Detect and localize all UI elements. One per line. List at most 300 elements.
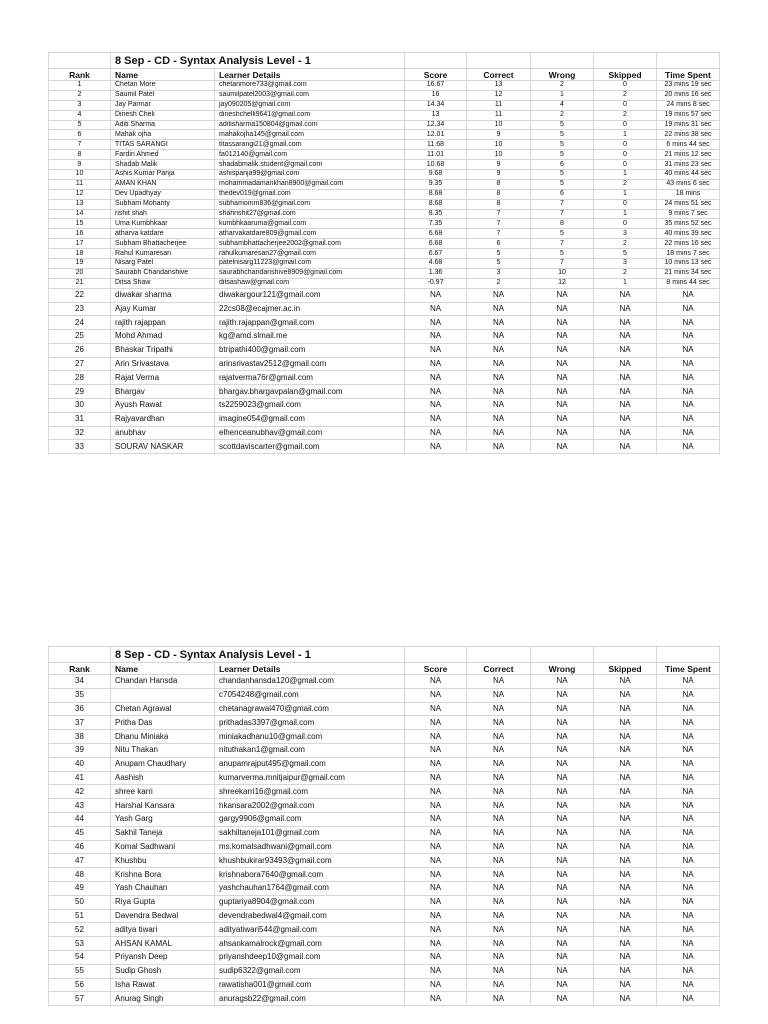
table-row [49,812,720,826]
name-cell: Ditsa Shaw [111,278,215,288]
skipped-cell: NA [594,316,657,330]
time-cell: NA [657,868,720,882]
name-cell: Pritha Das [111,716,215,730]
column-header: Time Spent [657,69,720,81]
name-cell: Davendra Bedwal [111,909,215,923]
score-cell: NA [405,978,467,992]
email-cell: ahsankamalrock@gmail.com [215,937,405,951]
name-cell: Anupam Chaudhary [111,757,215,771]
rank-cell: 6 [49,130,111,140]
name-cell: Krishna Bora [111,868,215,882]
table-row [49,150,720,160]
rank-cell: 5 [49,120,111,130]
email-cell: bhargav.bhargavpalan@gmail.com [215,385,405,399]
skipped-cell: NA [594,385,657,399]
skipped-cell: 2 [594,179,657,189]
table-row [49,199,720,209]
rank-cell: 23 [49,302,111,316]
time-cell: NA [657,909,720,923]
score-cell: NA [405,771,467,785]
leaderboard-table-page-1 [48,52,720,454]
email-cell: rawatisha001@gmail.com [215,978,405,992]
email-cell: atharvakatdare809@gmail.com [215,229,405,239]
correct-cell: 8 [467,179,531,189]
correct-cell: NA [467,992,531,1006]
score-cell: NA [405,757,467,771]
name-cell: Subham Mohanty [111,199,215,209]
wrong-cell: NA [531,978,594,992]
table-row [49,278,720,288]
table-row [49,343,720,357]
skipped-cell: NA [594,826,657,840]
rank-cell: 14 [49,209,111,219]
table-row [49,371,720,385]
table-row [49,854,720,868]
wrong-cell: NA [531,826,594,840]
wrong-cell: NA [531,992,594,1006]
rank-cell: 20 [49,268,111,278]
time-cell: NA [657,771,720,785]
correct-cell: 13 [467,81,531,91]
email-cell: kg@amd.slmail.me [215,330,405,344]
score-cell: NA [405,840,467,854]
rank-cell: 31 [49,412,111,426]
wrong-cell: 4 [531,100,594,110]
correct-cell: NA [467,440,531,454]
name-cell: Anurag Singh [111,992,215,1006]
score-cell: 10.68 [405,160,467,170]
correct-cell: NA [467,923,531,937]
name-cell: Dhanu Miniaka [111,730,215,744]
time-cell: NA [657,288,720,302]
table-row [49,170,720,180]
table-row [49,992,720,1006]
table-row [49,209,720,219]
table-row [49,785,720,799]
name-cell: Subham Bhattacherjee [111,239,215,249]
rank-cell: 27 [49,357,111,371]
time-cell: 20 mins 16 sec [657,90,720,100]
name-cell: Ashis Kumar Panja [111,170,215,180]
table-row [49,268,720,278]
rank-cell: 8 [49,150,111,160]
skipped-cell: NA [594,978,657,992]
table-row [49,90,720,100]
rank-cell: 39 [49,743,111,757]
time-cell: NA [657,426,720,440]
table-row [49,160,720,170]
time-cell: 24 mins 8 sec [657,100,720,110]
name-cell: Bhargav [111,385,215,399]
rank-cell: 28 [49,371,111,385]
correct-cell: 11 [467,100,531,110]
score-cell: -0.97 [405,278,467,288]
rank-cell: 13 [49,199,111,209]
skipped-cell: 1 [594,170,657,180]
email-cell: arinsrivastav2512@gmail.com [215,357,405,371]
rank-cell: 42 [49,785,111,799]
column-header: Name [111,69,215,81]
time-cell: 43 mins 6 sec [657,179,720,189]
time-cell: 9 mins 7 sec [657,209,720,219]
name-cell: Uma Kumbhkaar [111,219,215,229]
name-cell: Chetan More [111,81,215,91]
column-header: Rank [49,69,111,81]
correct-cell: NA [467,895,531,909]
correct-cell: NA [467,771,531,785]
skipped-cell: NA [594,288,657,302]
score-cell: NA [405,868,467,882]
time-cell: NA [657,826,720,840]
correct-cell: NA [467,371,531,385]
skipped-cell: NA [594,675,657,689]
time-cell: 21 mins 34 sec [657,268,720,278]
wrong-cell: 7 [531,259,594,269]
wrong-cell: NA [531,909,594,923]
email-cell: anupamrajput495@gmail.com [215,757,405,771]
table-row [49,730,720,744]
correct-cell: NA [467,881,531,895]
rank-cell: 45 [49,826,111,840]
skipped-cell: NA [594,840,657,854]
email-cell: hkansara2002@gmail.com [215,799,405,813]
rank-cell: 57 [49,992,111,1006]
skipped-cell: 0 [594,199,657,209]
table-row [49,716,720,730]
score-cell: NA [405,288,467,302]
email-cell: ashispanja99@gmail.com [215,170,405,180]
email-cell: saumilpatel2003@gmail.com [215,90,405,100]
name-cell: Rajat Verma [111,371,215,385]
email-cell: sudip6322@gmail.com [215,964,405,978]
column-header: Score [405,69,467,81]
table-row [49,868,720,882]
table-row [49,688,720,702]
leaderboard-table-page-2 [48,646,720,1006]
time-cell: NA [657,440,720,454]
email-cell: nituthakan1@gmail.com [215,743,405,757]
rank-cell: 56 [49,978,111,992]
wrong-cell: NA [531,923,594,937]
name-cell: rishit shah [111,209,215,219]
correct-cell: NA [467,412,531,426]
rank-cell: 22 [49,288,111,302]
time-cell: NA [657,688,720,702]
score-cell: 16 [405,90,467,100]
table-row [49,978,720,992]
email-cell: prithadas3397@gmail.com [215,716,405,730]
name-cell: Dev Upadhyay [111,189,215,199]
table-row [49,219,720,229]
rank-cell: 55 [49,964,111,978]
score-cell: 8.68 [405,189,467,199]
email-cell: elhenceanubhav@gmail.com [215,426,405,440]
name-cell: Ayush Rawat [111,399,215,413]
score-cell: NA [405,785,467,799]
score-cell: 1.36 [405,268,467,278]
column-header: Time Spent [657,663,720,675]
skipped-cell: NA [594,426,657,440]
skipped-cell: NA [594,702,657,716]
email-cell: 22cs08@ecajmer.ac.in [215,302,405,316]
wrong-cell: 2 [531,81,594,91]
time-cell: NA [657,702,720,716]
skipped-cell: NA [594,330,657,344]
time-cell: NA [657,757,720,771]
score-cell: 14.34 [405,100,467,110]
score-cell: 4.68 [405,259,467,269]
wrong-cell: NA [531,399,594,413]
wrong-cell: NA [531,771,594,785]
wrong-cell: NA [531,316,594,330]
time-cell: 40 mins 39 sec [657,229,720,239]
correct-cell: 9 [467,170,531,180]
wrong-cell: 12 [531,278,594,288]
correct-cell: NA [467,385,531,399]
score-cell: NA [405,854,467,868]
time-cell: NA [657,854,720,868]
correct-cell: NA [467,288,531,302]
skipped-cell: 1 [594,130,657,140]
time-cell: NA [657,964,720,978]
correct-cell: NA [467,675,531,689]
wrong-cell: NA [531,785,594,799]
skipped-cell: NA [594,950,657,964]
correct-cell: NA [467,950,531,964]
skipped-cell: NA [594,812,657,826]
rank-cell: 9 [49,160,111,170]
correct-cell: NA [467,840,531,854]
rank-cell: 32 [49,426,111,440]
skipped-cell: NA [594,371,657,385]
score-cell: 8.35 [405,209,467,219]
correct-cell: NA [467,854,531,868]
email-cell: c7054248@gmail.com [215,688,405,702]
email-cell: chetanmore733@gmail.com [215,81,405,91]
email-cell: scottdaviscarter@gmail.com [215,440,405,454]
wrong-cell: NA [531,964,594,978]
rank-cell: 10 [49,170,111,180]
column-header: Rank [49,663,111,675]
rank-cell: 2 [49,90,111,100]
skipped-cell: 0 [594,150,657,160]
wrong-cell: 5 [531,229,594,239]
score-cell: NA [405,702,467,716]
score-cell: NA [405,357,467,371]
wrong-cell: 1 [531,90,594,100]
wrong-cell: NA [531,288,594,302]
wrong-cell: NA [531,675,594,689]
rank-cell: 16 [49,229,111,239]
rank-cell: 12 [49,189,111,199]
table-row [49,330,720,344]
time-cell: 35 mins 52 sec [657,219,720,229]
wrong-cell: NA [531,799,594,813]
correct-cell: 10 [467,120,531,130]
wrong-cell: 7 [531,209,594,219]
wrong-cell: 7 [531,199,594,209]
score-cell: NA [405,343,467,357]
score-cell: 9.35 [405,179,467,189]
skipped-cell: 1 [594,209,657,219]
email-cell: rajatverma76r@gmail.com [215,371,405,385]
email-cell: fa012140@gmail.com [215,150,405,160]
correct-cell: 11 [467,110,531,120]
correct-cell: NA [467,330,531,344]
name-cell: AMAN KHAN [111,179,215,189]
email-cell: chetanagrawal470@gmail.com [215,702,405,716]
table-row [49,950,720,964]
wrong-cell: NA [531,688,594,702]
time-cell: NA [657,923,720,937]
email-cell: khushbukirar93493@gmail.com [215,854,405,868]
name-cell: Yash Garg [111,812,215,826]
name-cell: Nitu Thakan [111,743,215,757]
score-cell: NA [405,385,467,399]
name-cell: AHSAN KAMAL [111,937,215,951]
wrong-cell: NA [531,868,594,882]
wrong-cell: 8 [531,219,594,229]
skipped-cell: 2 [594,239,657,249]
correct-cell: NA [467,799,531,813]
correct-cell: 7 [467,209,531,219]
table-row [49,399,720,413]
skipped-cell: NA [594,688,657,702]
email-cell: sakhiltaneja101@gmail.com [215,826,405,840]
rank-cell: 21 [49,278,111,288]
table-row [49,757,720,771]
name-cell: Arin Srivastava [111,357,215,371]
time-cell: NA [657,357,720,371]
score-cell: NA [405,316,467,330]
rank-cell: 35 [49,688,111,702]
time-cell: NA [657,302,720,316]
email-cell: ditsashaw@gmail.com [215,278,405,288]
skipped-cell: NA [594,757,657,771]
name-cell: Dinesh Cheli [111,110,215,120]
time-cell: 18 mins [657,189,720,199]
wrong-cell: NA [531,330,594,344]
column-header: Correct [467,69,531,81]
table-row [49,923,720,937]
score-cell: NA [405,895,467,909]
score-cell: 6.67 [405,249,467,259]
correct-cell: NA [467,730,531,744]
correct-cell: 9 [467,160,531,170]
correct-cell: 10 [467,150,531,160]
column-header: Skipped [594,69,657,81]
wrong-cell: NA [531,702,594,716]
table-row [49,385,720,399]
score-cell: NA [405,330,467,344]
time-cell: 22 mins 16 sec [657,239,720,249]
name-cell: Sudip Ghosh [111,964,215,978]
rank-cell: 40 [49,757,111,771]
time-cell: NA [657,840,720,854]
wrong-cell: 2 [531,110,594,120]
score-cell: 6.68 [405,239,467,249]
skipped-cell: NA [594,440,657,454]
name-cell: atharva katdare [111,229,215,239]
wrong-cell: 6 [531,160,594,170]
score-cell: 7.35 [405,219,467,229]
name-cell: SOURAV NASKAR [111,440,215,454]
skipped-cell: 0 [594,81,657,91]
email-cell: subhamomm836@gmail.com [215,199,405,209]
correct-cell: 6 [467,239,531,249]
score-cell: NA [405,950,467,964]
wrong-cell: NA [531,854,594,868]
score-cell: 13 [405,110,467,120]
table-row [49,316,720,330]
rank-cell: 19 [49,259,111,269]
correct-cell: NA [467,743,531,757]
email-cell: rajith.rajappan@gmail.com [215,316,405,330]
skipped-cell: NA [594,730,657,744]
correct-cell: 8 [467,189,531,199]
name-cell: Mohd Ahmad [111,330,215,344]
column-header: Wrong [531,663,594,675]
rank-cell: 7 [49,140,111,150]
rank-cell: 26 [49,343,111,357]
rank-cell: 36 [49,702,111,716]
wrong-cell: NA [531,302,594,316]
sheet-title: 8 Sep - CD - Syntax Analysis Level - 1 [111,647,405,663]
correct-cell: NA [467,909,531,923]
email-cell: miniakadhanu10@gmail.com [215,730,405,744]
table-row [49,675,720,689]
skipped-cell: NA [594,854,657,868]
name-cell: aditya tiwari [111,923,215,937]
score-cell: NA [405,716,467,730]
title-row [49,53,720,69]
score-cell: 9.68 [405,170,467,180]
skipped-cell: NA [594,881,657,895]
email-cell: shahrishit27@gmail.com [215,209,405,219]
time-cell: NA [657,950,720,964]
wrong-cell: NA [531,937,594,951]
time-cell: 18 mins 7 sec [657,249,720,259]
table-row [49,743,720,757]
wrong-cell: 5 [531,120,594,130]
email-cell: yashchauhan1764@gmail.com [215,881,405,895]
skipped-cell: 2 [594,268,657,278]
name-cell: Priyansh Deep [111,950,215,964]
score-cell: 11.01 [405,150,467,160]
skipped-cell: NA [594,937,657,951]
time-cell: NA [657,343,720,357]
table-row [49,909,720,923]
skipped-cell: NA [594,771,657,785]
time-cell: 23 mins 19 sec [657,81,720,91]
table-row [49,964,720,978]
email-cell: patelnisarg11223@gmail.com [215,259,405,269]
skipped-cell: NA [594,716,657,730]
rank-cell: 53 [49,937,111,951]
rank-cell: 47 [49,854,111,868]
correct-cell: 7 [467,219,531,229]
email-cell: ts2259023@gmail.com [215,399,405,413]
table-row [49,426,720,440]
table-row [49,179,720,189]
rank-cell: 29 [49,385,111,399]
wrong-cell: NA [531,385,594,399]
table-row [49,440,720,454]
rank-cell: 25 [49,330,111,344]
table-row [49,840,720,854]
rank-cell: 18 [49,249,111,259]
rank-cell: 3 [49,100,111,110]
